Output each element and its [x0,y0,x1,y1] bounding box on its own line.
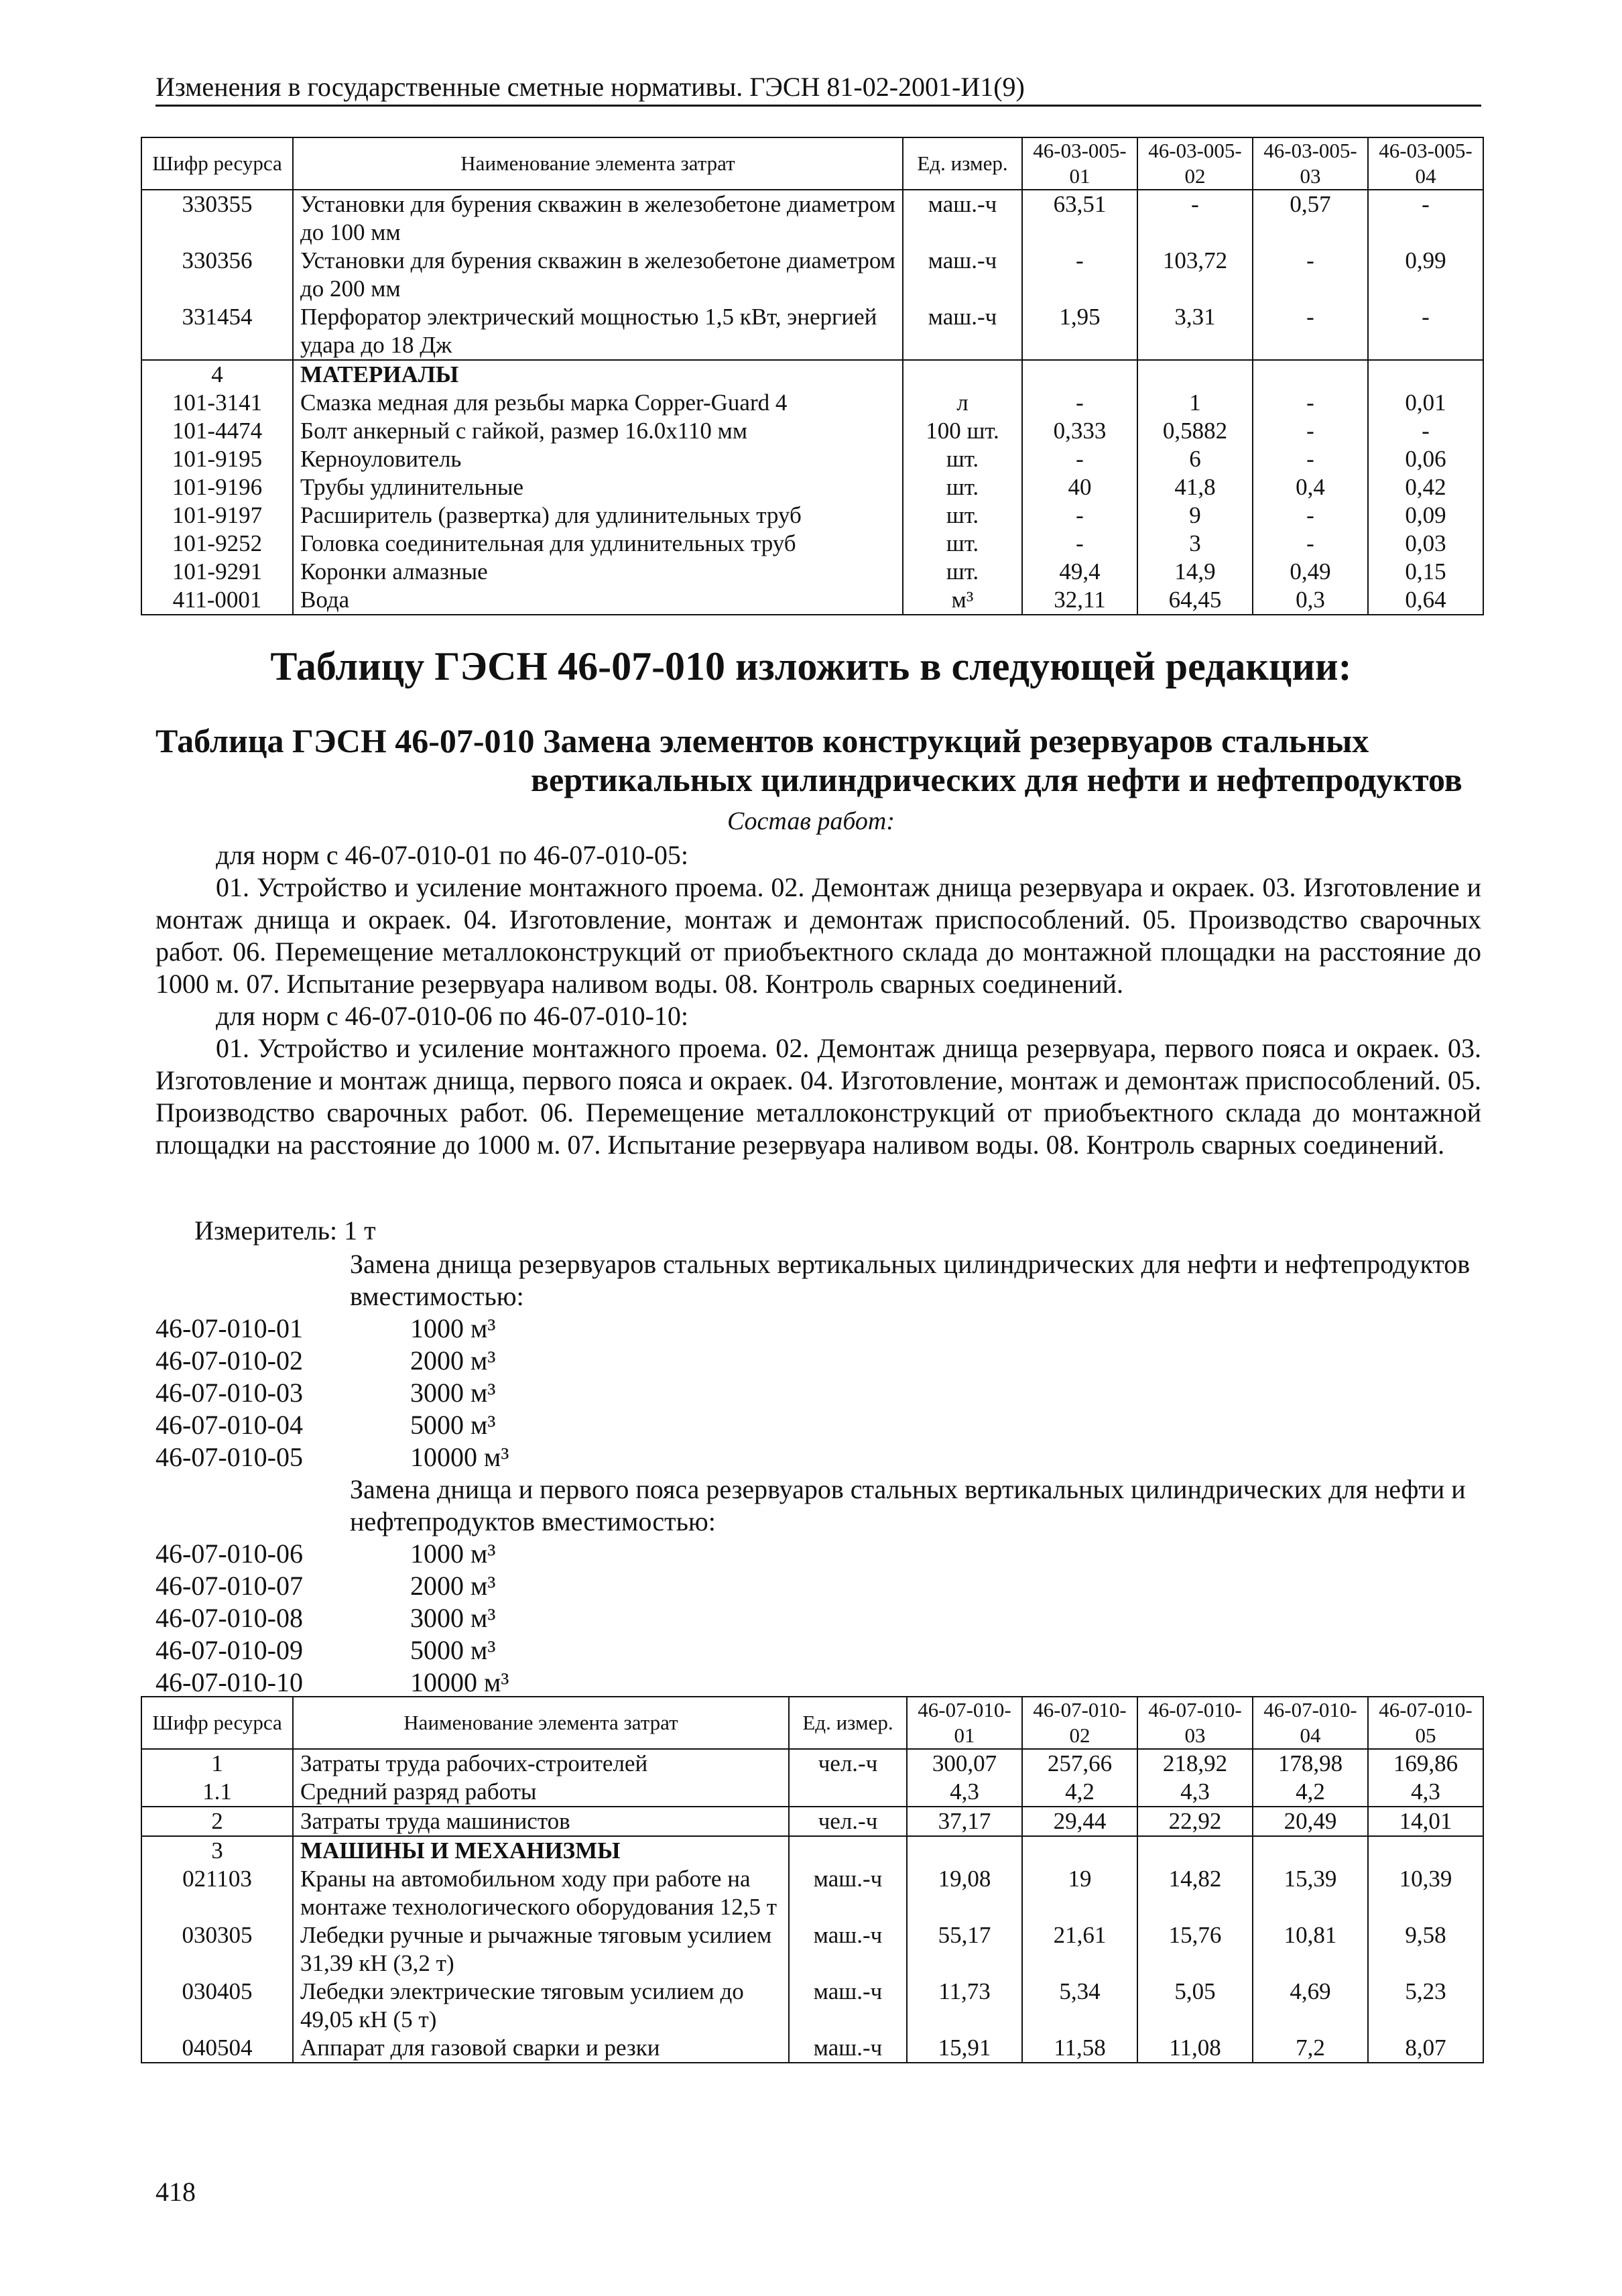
resource-code-cell: 330355 [141,190,293,247]
tank-capacity: 2000 м³ [410,1345,496,1376]
value-cell: - [1253,530,1368,558]
tank-capacity: 10000 м³ [410,1442,509,1472]
page-number: 418 [155,2177,196,2207]
value-cell: - [1253,417,1368,445]
value-cell: 300,07 [907,1749,1022,1778]
norm-code-list [155,1538,509,1699]
resource-code-cell: 101-4474 [141,417,293,445]
norm-code: 46-07-010-09 [155,1635,303,1665]
value-cell: 9 [1137,501,1253,530]
table-row [141,247,1483,303]
table-row [141,501,1483,530]
value-cell: - [1253,247,1368,303]
value-cell: - [1022,530,1137,558]
value-cell: 257,66 [1022,1749,1137,1778]
norm-code-row [155,1441,509,1473]
header-norm: 46-03-005-02 [1137,137,1253,190]
unit-cell: шт. [903,445,1022,473]
unit-cell: маш.-ч [903,247,1022,303]
value-cell: 0,09 [1368,501,1483,530]
value-cell: 4,3 [907,1778,1022,1807]
cost-element-cell: Затраты труда рабочих-строителей [293,1749,789,1778]
norm-code-row [155,1345,509,1377]
value-cell [1022,360,1137,389]
value-cell: 5,05 [1137,1978,1253,2034]
value-cell: 4,3 [1137,1778,1253,1807]
resource-code-cell: 021103 [141,1865,293,1921]
cost-element-cell: Установки для бурения скважин в железобетоне диаметром до 100 мм [293,190,903,247]
resource-code-cell: 101-9195 [141,445,293,473]
value-cell: 0,5882 [1137,417,1253,445]
unit-cell: шт. [903,473,1022,501]
resource-code-cell: 1 [141,1749,293,1778]
resource-table-46-03-005 [141,137,1484,615]
table-row [141,1749,1483,1778]
value-cell: 32,11 [1022,586,1137,615]
tank-capacity: 1000 м³ [410,1313,496,1343]
amendment-heading: Таблицу ГЭСН 46-07-010 изложить в следующей редакции: [270,644,1352,688]
header-norm: 46-03-005-03 [1253,137,1368,190]
value-cell: 49,4 [1022,558,1137,586]
resource-code-cell: 030305 [141,1921,293,1978]
value-cell: - [1137,190,1253,247]
value-cell: 0,64 [1368,586,1483,615]
norm-code: 46-07-010-02 [155,1345,303,1376]
table-header-row [141,1697,1483,1749]
unit-cell [789,1836,907,1865]
cost-element-cell: Лебедки ручные и рычажные тяговым усилием 31,39 кН (3,2 т) [293,1921,789,1978]
unit-cell: шт. [903,501,1022,530]
table-row [141,530,1483,558]
value-cell: - [1253,389,1368,417]
norm-code-row [155,1538,509,1570]
value-cell [1022,1836,1137,1865]
header-unit: Ед. измер. [903,137,1022,190]
value-cell: 64,45 [1137,586,1253,615]
tank-capacity: 5000 м³ [410,1410,496,1440]
value-cell: - [1368,190,1483,247]
value-cell: 1 [1137,389,1253,417]
cost-element-cell: Керноуловитель [293,445,903,473]
running-header: Изменения в государственные сметные нормативы. ГЭСН 81-02-2001-И1(9) [155,71,1481,107]
tank-capacity: 3000 м³ [410,1378,496,1408]
norm-code: 46-07-010-05 [155,1442,303,1472]
value-cell: - [1253,303,1368,360]
value-cell: 0,15 [1368,558,1483,586]
value-cell: 0,49 [1253,558,1368,586]
cost-element-cell: Средний разряд работы [293,1778,789,1807]
unit-cell: 100 шт. [903,417,1022,445]
cost-element-cell: Аппарат для газовой сварки и резки [293,2034,789,2063]
value-cell: 19 [1022,1865,1137,1921]
value-cell: 1,95 [1022,303,1137,360]
cost-element-cell: Затраты труда машинистов [293,1807,789,1836]
unit-cell: маш.-ч [789,2034,907,2063]
cost-element-cell: Трубы удлинительные [293,473,903,501]
unit-cell: м³ [903,586,1022,615]
value-cell: 0,99 [1368,247,1483,303]
header-norm: 46-03-005-01 [1022,137,1137,190]
value-cell: 8,07 [1368,2034,1483,2063]
norm-code-row [155,1313,509,1345]
value-cell: 4,69 [1253,1978,1368,2034]
header-resource-code: Шифр ресурса [141,137,293,190]
value-cell [1253,1836,1368,1865]
header-norm: 46-07-010-05 [1368,1697,1483,1749]
value-cell: 4,2 [1022,1778,1137,1807]
norm-code: 46-07-010-10 [155,1667,303,1697]
unit-cell: маш.-ч [903,303,1022,360]
cost-element-cell: МАШИНЫ И МЕХАНИЗМЫ [293,1836,789,1865]
unit-cell: шт. [903,530,1022,558]
table-row [141,389,1483,417]
cost-element-cell: Установки для бурения скважин в железобетоне диаметром до 200 мм [293,247,903,303]
header-norm: 46-07-010-02 [1022,1697,1137,1749]
value-cell: - [1253,445,1368,473]
value-cell: 0,42 [1368,473,1483,501]
norm-code: 46-07-010-04 [155,1410,303,1440]
value-cell: - [1022,247,1137,303]
norms-operations-text: 01. Устройство и усиление монтажного проема. 02. Демонтаж днища резервуара и окраек. 03. Изготовление и монтаж днища и окраек. 04. Изготовление, монтаж и демонтаж приспособлений. 05. Производство сварочных работ. 06. Перемещение металлоконструкций от приобъектного склада до монтажной площадки на расстояние до 1000 м. 07. Испытание резервуара наливом воды. 08. Контроль сварных соединений. [155,872,1481,999]
resource-code-cell: 330356 [141,247,293,303]
unit-cell: л [903,389,1022,417]
table-row [141,586,1483,615]
value-cell: 4,2 [1253,1778,1368,1807]
table-row [141,1836,1483,1865]
value-cell: 7,2 [1253,2034,1368,2063]
value-cell: 218,92 [1137,1749,1253,1778]
table-title-line-2: вертикальных цилиндрических для нефти и нефтепродуктов [531,761,1462,798]
norm-code: 46-07-010-08 [155,1603,303,1633]
work-composition-section [155,839,1481,1161]
unit-cell: чел.-ч [789,1807,907,1836]
table-row [141,417,1483,445]
value-cell [1137,1836,1253,1865]
value-cell: 5,34 [1022,1978,1137,2034]
table-row [141,1807,1483,1836]
value-cell: 5,23 [1368,1978,1483,2034]
norms-range-label: для норм с 46-07-010-06 по 46-07-010-10: [216,1001,689,1031]
table-row [141,2034,1483,2063]
unit-cell: шт. [903,558,1022,586]
unit-cell: маш.-ч [903,190,1022,247]
norm-code: 46-07-010-03 [155,1378,303,1408]
header-unit: Ед. измер. [789,1697,907,1749]
resource-code-cell: 1.1 [141,1778,293,1807]
cost-element-cell: Расширитель (развертка) для удлинительных труб [293,501,903,530]
value-cell: - [1253,501,1368,530]
unit-cell: маш.-ч [789,1865,907,1921]
value-cell: 9,58 [1368,1921,1483,1978]
tank-capacity: 3000 м³ [410,1603,496,1633]
resource-code-cell: 040504 [141,2034,293,2063]
tank-capacity: 10000 м³ [410,1667,509,1697]
tank-capacity: 1000 м³ [410,1538,496,1569]
value-cell: 10,81 [1253,1921,1368,1978]
value-cell: 37,17 [907,1807,1022,1836]
cost-element-cell: Коронки алмазные [293,558,903,586]
resource-code-cell: 030405 [141,1978,293,2034]
value-cell: 15,76 [1137,1921,1253,1978]
norm-code-row [155,1377,509,1409]
value-cell: 11,08 [1137,2034,1253,2063]
unit-cell: маш.-ч [789,1978,907,2034]
header-norm: 46-07-010-01 [907,1697,1022,1749]
value-cell [1253,360,1368,389]
value-cell: 169,86 [1368,1749,1483,1778]
norm-code-row [155,1634,509,1667]
value-cell: 10,39 [1368,1865,1483,1921]
cost-element-cell: Перфоратор электрический мощностью 1,5 кВт, энергией удара до 18 Дж [293,303,903,360]
value-cell: 0,3 [1253,586,1368,615]
value-cell: 29,44 [1022,1807,1137,1836]
header-norm: 46-07-010-04 [1253,1697,1368,1749]
resource-code-cell: 2 [141,1807,293,1836]
resource-code-cell: 101-3141 [141,389,293,417]
norm-code: 46-07-010-07 [155,1571,303,1601]
value-cell: 15,91 [907,2034,1022,2063]
cost-element-cell: Головка соединительная для удлинительных труб [293,530,903,558]
header-cost-element: Наименование элемента затрат [293,137,903,190]
resource-code-cell: 3 [141,1836,293,1865]
cost-element-cell: Краны на автомобильном ходу при работе на монтаже технологического оборудования 12,5 т [293,1865,789,1921]
table-title [155,721,1469,799]
value-cell: 3 [1137,530,1253,558]
value-cell: 20,49 [1253,1807,1368,1836]
header-resource-code: Шифр ресурса [141,1697,293,1749]
table-row [141,303,1483,360]
cost-element-cell: Смазка медная для резьбы марка Copper-Guard 4 [293,389,903,417]
value-cell: 63,51 [1022,190,1137,247]
table-title-line-1: Таблица ГЭСН 46-07-010 Замена элементов конструкций резервуаров стальных [155,722,1369,760]
resource-code-cell: 101-9291 [141,558,293,586]
value-cell: 0,4 [1253,473,1368,501]
resource-code-cell: 331454 [141,303,293,360]
value-cell: - [1368,303,1483,360]
value-cell [907,1836,1022,1865]
resource-code-cell: 101-9197 [141,501,293,530]
work-composition-heading: Состав работ: [727,807,895,835]
resource-code-cell: 4 [141,360,293,389]
value-cell: 0,06 [1368,445,1483,473]
value-cell: 0,03 [1368,530,1483,558]
value-cell: 11,58 [1022,2034,1137,2063]
value-cell: - [1022,501,1137,530]
norms-range-label: для норм с 46-07-010-01 по 46-07-010-05: [216,840,689,870]
value-cell: - [1368,417,1483,445]
unit-cell: маш.-ч [789,1921,907,1978]
value-cell [1368,1836,1483,1865]
table-row [141,1865,1483,1921]
norm-code-row [155,1602,509,1634]
norm-code-list [155,1313,509,1473]
value-cell: 41,8 [1137,473,1253,501]
tank-capacity: 2000 м³ [410,1571,496,1601]
value-cell: 103,72 [1137,247,1253,303]
value-cell: 22,92 [1137,1807,1253,1836]
cost-element-cell: Вода [293,586,903,615]
cost-element-cell: МАТЕРИАЛЫ [293,360,903,389]
table-row [141,1978,1483,2034]
group-caption: Замена днища и первого пояса резервуаров стальных вертикальных цилиндрических для нефти и нефтепродуктов вместимостью: [350,1474,1466,1536]
resource-code-cell: 411-0001 [141,586,293,615]
value-cell: 19,08 [907,1865,1022,1921]
header-cost-element: Наименование элемента затрат [293,1697,789,1749]
value-cell: 0,01 [1368,389,1483,417]
group-caption: Замена днища резервуаров стальных вертикальных цилиндрических для нефти и нефтепродуктов вместимостью: [350,1249,1471,1311]
cost-element-cell: Болт анкерный с гайкой, размер 16.0x110 мм [293,417,903,445]
value-cell: 11,73 [907,1978,1022,2034]
value-cell: 3,31 [1137,303,1253,360]
value-cell: 40 [1022,473,1137,501]
table-row [141,558,1483,586]
value-cell: 55,17 [907,1921,1022,1978]
value-cell: 15,39 [1253,1865,1368,1921]
tank-capacity: 5000 м³ [410,1635,496,1665]
value-cell: 14,01 [1368,1807,1483,1836]
unit-of-measure: Измеритель: 1 т [194,1215,376,1246]
header-norm: 46-07-010-03 [1137,1697,1253,1749]
table-row [141,1921,1483,1978]
value-cell: - [1022,445,1137,473]
table-row [141,473,1483,501]
value-cell: 0,333 [1022,417,1137,445]
value-cell: 14,82 [1137,1865,1253,1921]
table-row [141,360,1483,389]
value-cell: 178,98 [1253,1749,1368,1778]
norm-code: 46-07-010-06 [155,1538,303,1569]
norm-code-row [155,1570,509,1602]
value-cell: 0,57 [1253,190,1368,247]
resource-code-cell: 101-9252 [141,530,293,558]
value-cell: - [1022,389,1137,417]
cost-element-cell: Лебедки электрические тяговым усилием до 49,05 кН (5 т) [293,1978,789,2034]
norm-code: 46-07-010-01 [155,1313,303,1343]
header-norm: 46-03-005-04 [1368,137,1483,190]
value-cell [1137,360,1253,389]
norm-code-row [155,1667,509,1699]
value-cell: 14,9 [1137,558,1253,586]
resource-code-cell: 101-9196 [141,473,293,501]
table-row [141,190,1483,247]
value-cell: 4,3 [1368,1778,1483,1807]
table-row [141,1778,1483,1807]
table-row [141,445,1483,473]
value-cell [1368,360,1483,389]
unit-cell [789,1778,907,1807]
table-header-row [141,137,1483,190]
norms-operations-text: 01. Устройство и усиление монтажного проема. 02. Демонтаж днища резервуара, первого пояса и окраек. 03. Изготовление и монтаж днища, первого пояса и окраек. 04. Изготовление, монтаж и демонтаж приспособлений. 05. Производство сварочных работ. 06. Перемещение металлоконструкций от приобъектного склада до монтажной площадки на расстояние до 1000 м. 07. Испытание резервуара наливом воды. 08. Контроль сварных соединений. [155,1033,1481,1160]
resource-table-46-07-010 [141,1696,1484,2063]
unit-cell [903,360,1022,389]
unit-cell: чел.-ч [789,1749,907,1778]
norm-code-row [155,1409,509,1441]
value-cell: 21,61 [1022,1921,1137,1978]
value-cell: 6 [1137,445,1253,473]
